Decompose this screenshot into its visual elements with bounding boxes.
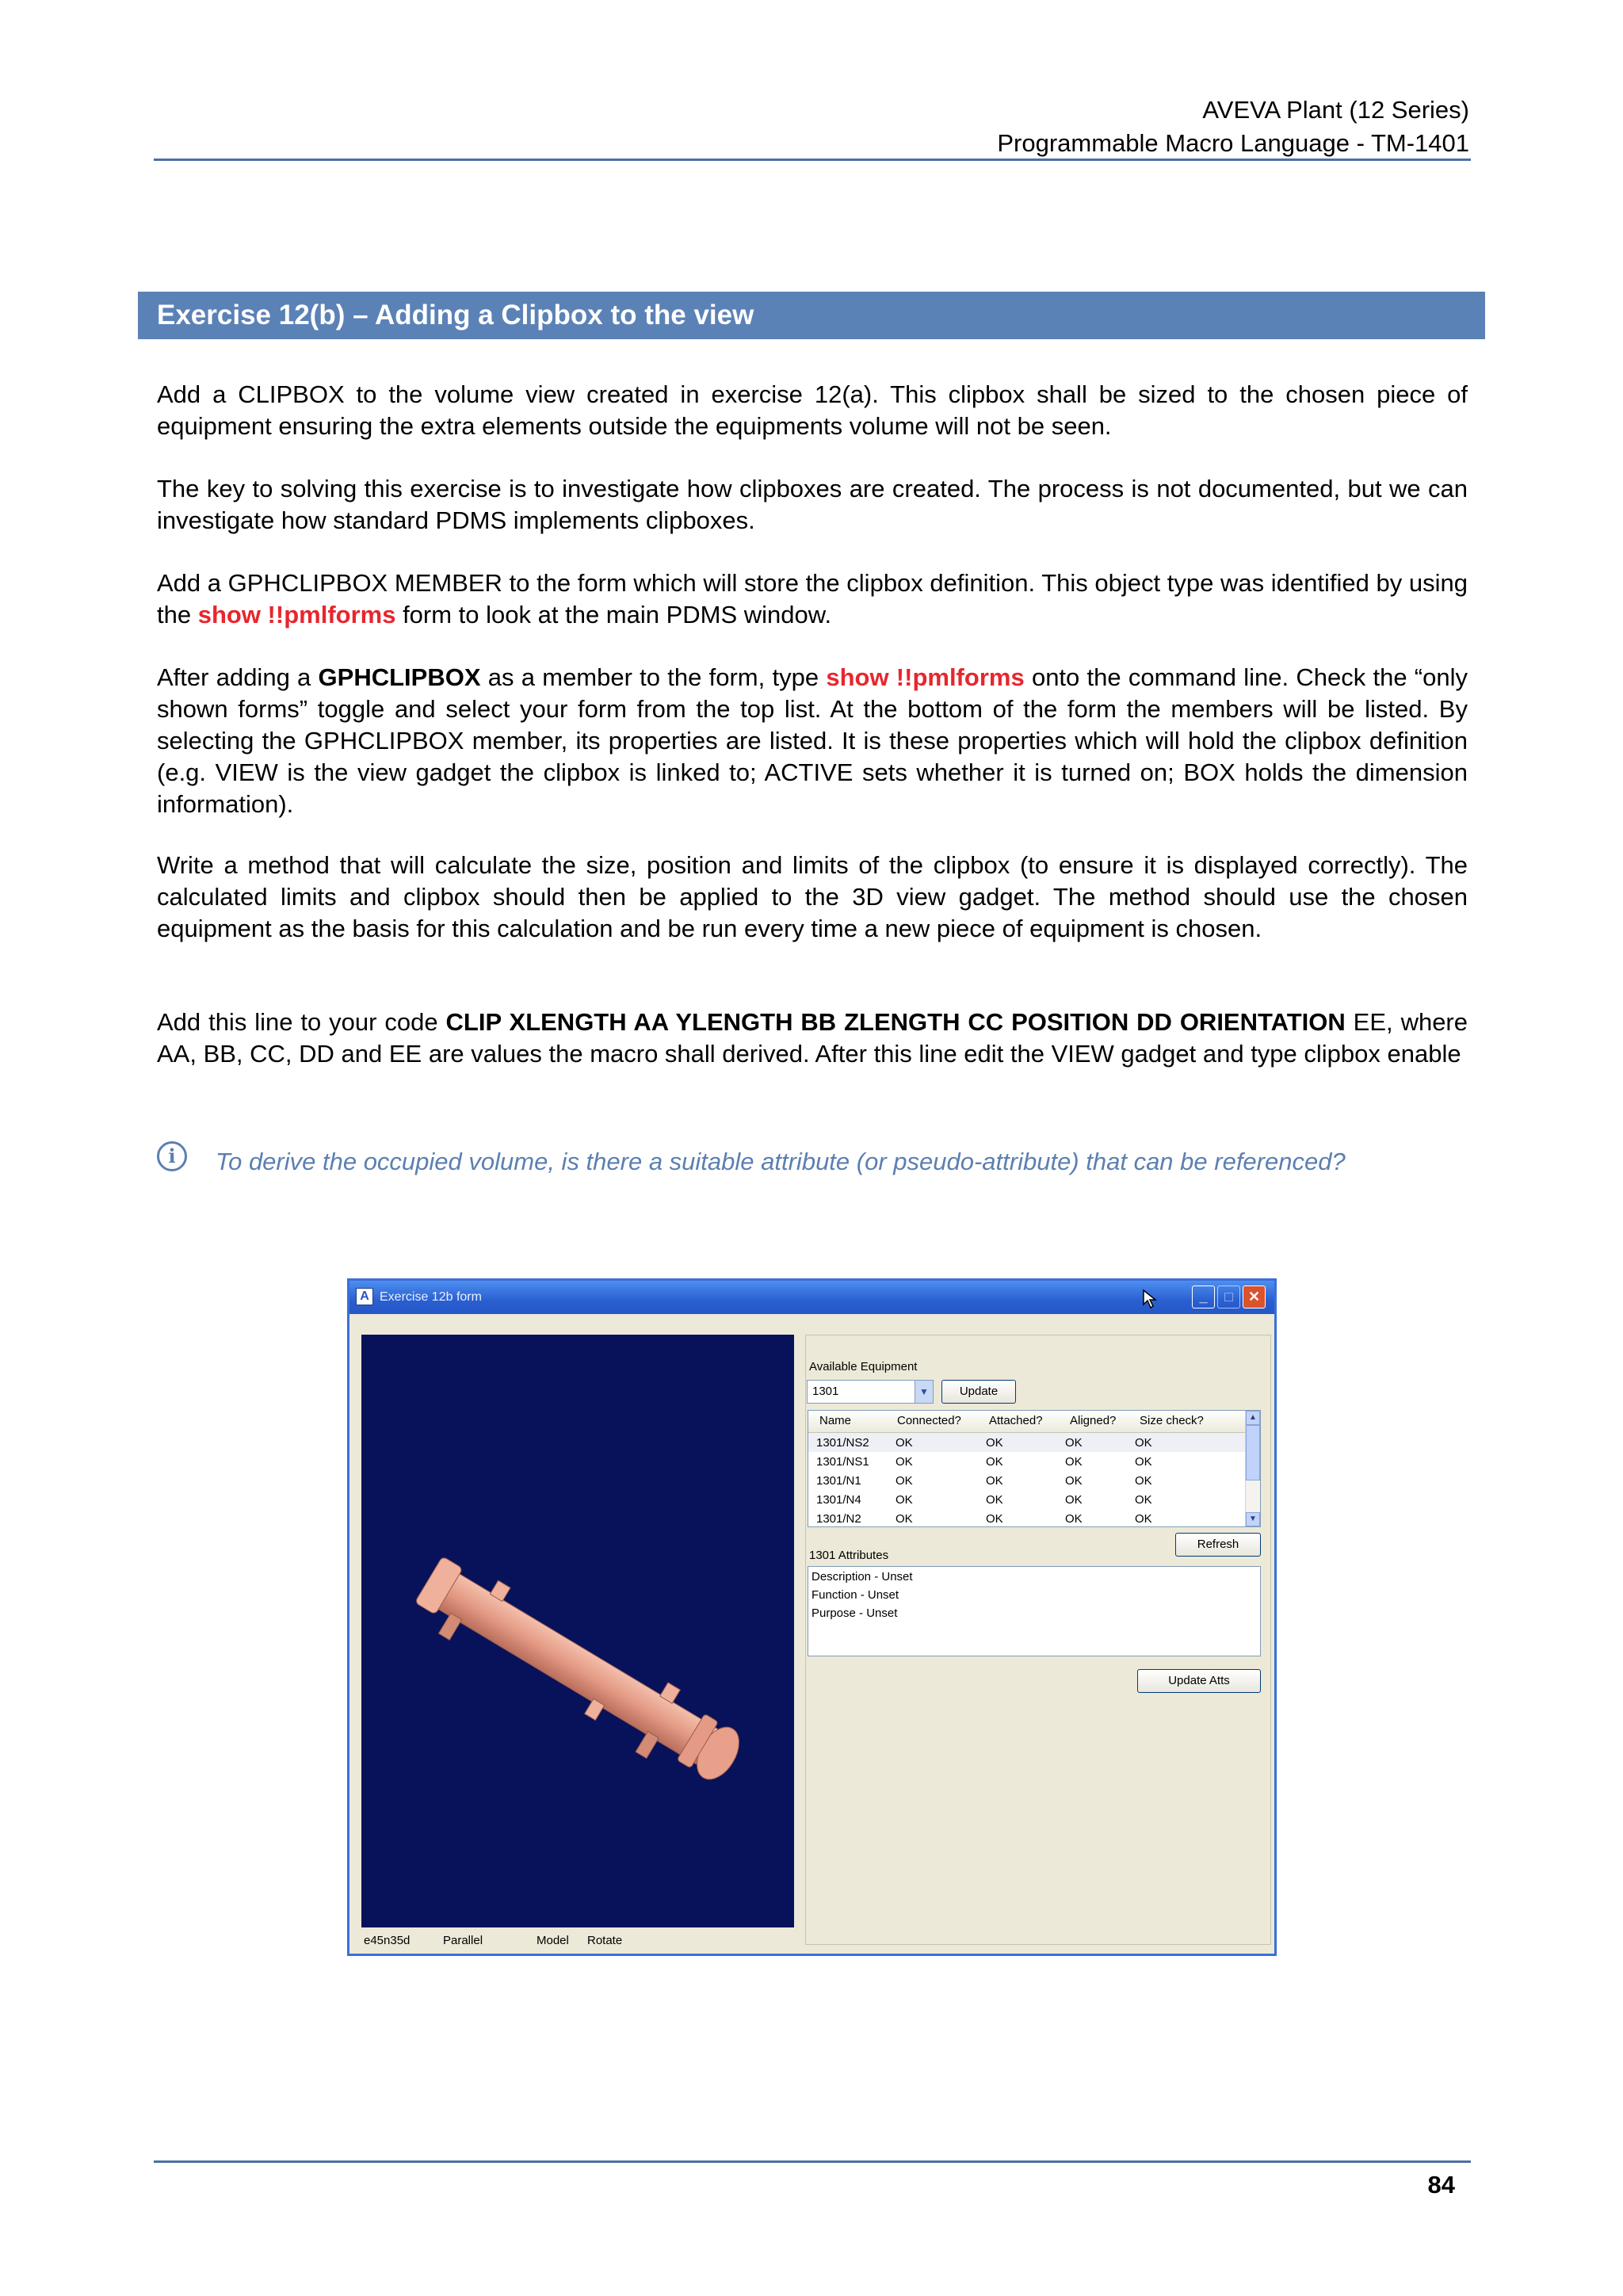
status-projection: Parallel	[443, 1934, 483, 1947]
paragraph-1: Add a CLIPBOX to the volume view created in exercise 12(a). This clipbox shall be sized to the chosen piece of equipment ensuring the extra elements outside the equipments volume will not be seen.	[157, 380, 1468, 440]
paragraph-3-command: show !!pmlforms	[197, 601, 396, 628]
header-title: AVEVA Plant (12 Series)	[1202, 96, 1469, 124]
hint-note: To derive the occupied volume, is there a suitable attribute (or pseudo-attribute) that can be referenced?	[216, 1148, 1346, 1175]
cell-name: 1301/N2	[816, 1512, 861, 1526]
cell-size-check: OK	[1135, 1455, 1152, 1469]
maximize-button[interactable]: □	[1217, 1286, 1240, 1308]
column-header[interactable]: Attached?	[989, 1414, 1043, 1427]
cell-attached: OK	[986, 1493, 1003, 1507]
paragraph-6-text-b: EE, where AA, BB, CC, DD and EE are values the macro shall derived. After this line edit the VIEW gadget and type clipbox enable	[157, 1008, 1468, 1068]
paragraph-3	[157, 567, 1468, 631]
window-titlebar	[349, 1281, 1274, 1314]
cell-name: 1301/N4	[816, 1493, 861, 1507]
attributes-textbox[interactable]	[808, 1566, 1261, 1656]
cell-connected: OK	[896, 1455, 913, 1469]
paragraph-4-text-b: as a member to the form, type	[480, 663, 827, 691]
app-icon: A	[356, 1288, 373, 1305]
cell-name: 1301/N1	[816, 1474, 861, 1488]
status-mode: Model	[537, 1934, 569, 1947]
paragraph-4-text-c: onto the command line. Check the “only shown forms” toggle and select your form from the top list. At the bottom of the form the members will be listed. By selecting the GPHCLIPBOX member, its properties are listed. It is these properties which will hold the clipbox definition (e.g. VIEW is the view gadget the clipbox is linked to; ACTIVE sets whether it is turned on; BOX holds the dimension information).	[157, 663, 1468, 818]
cell-aligned: OK	[1065, 1436, 1083, 1450]
equipment-select-value: 1301	[812, 1385, 839, 1398]
cell-attached: OK	[986, 1474, 1003, 1488]
table-row[interactable]	[808, 1490, 1247, 1509]
cell-size-check: OK	[1135, 1512, 1152, 1526]
cell-aligned: OK	[1065, 1455, 1083, 1469]
window-title: Exercise 12b form	[380, 1290, 482, 1304]
attributes-label: 1301 Attributes	[809, 1549, 889, 1562]
paragraph-6-code: CLIP XLENGTH AA YLENGTH BB ZLENGTH CC POSITION DD ORIENTATION	[445, 1008, 1346, 1036]
scroll-thumb[interactable]	[1246, 1425, 1260, 1480]
view-status-bar	[364, 1931, 1267, 1951]
header-rule	[154, 159, 1471, 161]
equipment-select[interactable]	[807, 1380, 934, 1404]
paragraph-6-text-a: Add this line to your code	[157, 1008, 446, 1036]
cell-size-check: OK	[1135, 1474, 1152, 1488]
column-header[interactable]: Aligned?	[1070, 1414, 1117, 1427]
status-direction: e45n35d	[364, 1934, 411, 1947]
paragraph-4-text-a: After adding a	[157, 663, 319, 691]
info-icon: i	[157, 1141, 187, 1171]
cell-size-check: OK	[1135, 1436, 1152, 1450]
cell-connected: OK	[896, 1493, 913, 1507]
3d-view-gadget[interactable]	[361, 1335, 794, 1927]
exercise-form-window	[347, 1278, 1277, 1956]
cell-name: 1301/NS1	[816, 1455, 869, 1469]
attribute-line: Function - Unset	[812, 1588, 899, 1602]
cell-size-check: OK	[1135, 1493, 1152, 1507]
scroll-up-icon[interactable]: ▲	[1246, 1411, 1260, 1425]
update-atts-button[interactable]: Update Atts	[1137, 1669, 1261, 1693]
cell-name: 1301/NS2	[816, 1436, 869, 1450]
attribute-line: Purpose - Unset	[812, 1606, 898, 1620]
equipment-list[interactable]	[808, 1410, 1261, 1527]
close-button[interactable]: ✕	[1243, 1286, 1266, 1308]
table-row[interactable]	[808, 1433, 1247, 1452]
paragraph-3-text-b: form to look at the main PDMS window.	[395, 601, 832, 628]
minimize-button[interactable]: _	[1192, 1286, 1215, 1308]
mouse-cursor-icon	[1142, 1289, 1158, 1309]
column-header[interactable]: Name	[819, 1414, 852, 1427]
paragraph-3-text-a: Add a GPHCLIPBOX MEMBER to the form which will store the clipbox definition. This object type was identified by using the	[157, 569, 1468, 628]
table-row[interactable]	[808, 1471, 1247, 1490]
footer-rule	[154, 2160, 1471, 2163]
paragraph-5: Write a method that will calculate the size, position and limits of the clipbox (to ensure it is displayed correctly). The calculated limits and clipbox should then be applied to the 3D view gadget. The method should use the chosen equipment as the basis for this calculation and be run every time a new piece of equipment is chosen.	[157, 851, 1468, 942]
attribute-line: Description - Unset	[812, 1570, 913, 1584]
paragraph-4	[157, 662, 1468, 820]
column-header[interactable]: Size check?	[1140, 1414, 1204, 1427]
chevron-down-icon[interactable]: ▼	[915, 1381, 933, 1403]
cell-aligned: OK	[1065, 1474, 1083, 1488]
paragraph-4-member: GPHCLIPBOX	[318, 663, 481, 691]
available-equipment-label: Available Equipment	[809, 1360, 918, 1373]
table-row[interactable]	[808, 1452, 1247, 1471]
cell-attached: OK	[986, 1436, 1003, 1450]
paragraph-4-command: show !!pmlforms	[826, 663, 1025, 691]
update-button[interactable]: Update	[941, 1380, 1016, 1404]
paragraph-6	[157, 1007, 1468, 1070]
cell-connected: OK	[896, 1512, 913, 1526]
equipment-model-graphic	[361, 1335, 794, 1927]
page-number: 84	[1427, 2171, 1455, 2199]
exercise-title: Exercise 12(b) – Adding a Clipbox to the view	[138, 292, 1485, 339]
cell-connected: OK	[896, 1474, 913, 1488]
cell-attached: OK	[986, 1512, 1003, 1526]
list-header	[808, 1411, 1247, 1433]
cell-aligned: OK	[1065, 1512, 1083, 1526]
table-row[interactable]	[808, 1509, 1247, 1527]
refresh-button[interactable]: Refresh	[1175, 1533, 1261, 1557]
cell-connected: OK	[896, 1436, 913, 1450]
list-scrollbar[interactable]	[1245, 1411, 1260, 1526]
scroll-down-icon[interactable]: ▼	[1246, 1512, 1260, 1526]
header-subtitle: Programmable Macro Language - TM-1401	[997, 129, 1469, 157]
column-header[interactable]: Connected?	[897, 1414, 961, 1427]
cell-attached: OK	[986, 1455, 1003, 1469]
cell-aligned: OK	[1065, 1493, 1083, 1507]
status-action: Rotate	[587, 1934, 623, 1947]
paragraph-2: The key to solving this exercise is to investigate how clipboxes are created. The process is not documented, but we can investigate how standard PDMS implements clipboxes.	[157, 475, 1468, 534]
